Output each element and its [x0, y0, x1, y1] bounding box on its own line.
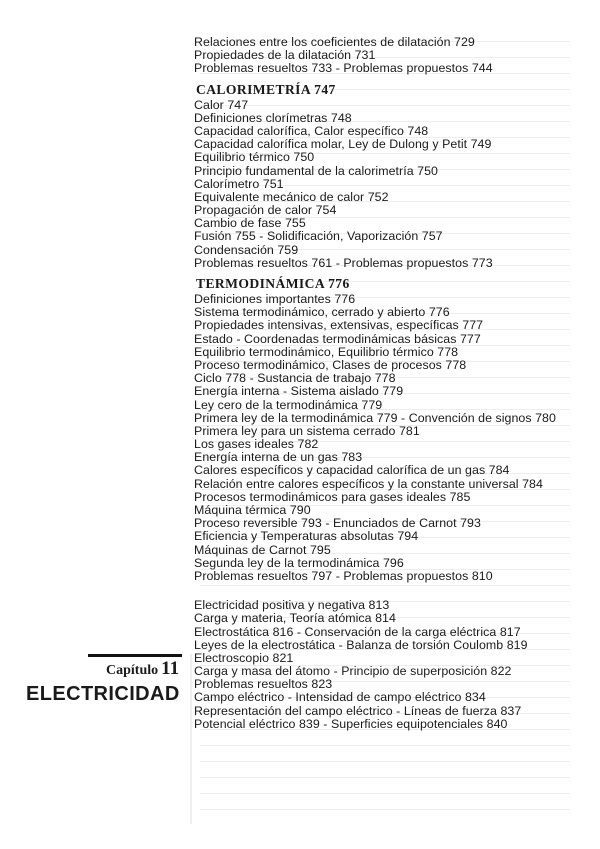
chapter-number: 11 — [161, 658, 180, 679]
toc-entry: Ciclo 778 - Sustancia de trabajo 778 — [194, 371, 396, 386]
toc-entry: Propiedades de la dilatación 731 — [194, 48, 376, 63]
toc-entry: Principio fundamental de la calorimetría 750 — [194, 163, 438, 178]
table-of-contents — [194, 36, 594, 731]
chapter-title: ELECTRICIDAD — [26, 683, 180, 705]
toc-entry: Proceso termodinámico, Clases de procesos 778 — [194, 357, 467, 372]
toc-entry: Condensación 759 — [194, 242, 299, 257]
toc-entry: Máquina térmica 790 — [194, 503, 311, 517]
toc-entry: Campo eléctrico - Intensidad de campo eléctrico 834 — [194, 690, 486, 705]
toc-entry: Segunda ley de la termodinámica 796 — [194, 555, 404, 570]
toc-entry: Problemas resueltos 761 - Problemas propuestos 773 — [194, 255, 493, 270]
toc-entry: Relación entre calores específicos y la constante universal 784 — [194, 476, 543, 491]
toc-entry: Energía interna de un gas 783 — [194, 450, 363, 465]
section-heading: TERMODINÁMICA 776 — [196, 276, 350, 291]
toc-entry: Capacidad calorífica, Calor específico 748 — [194, 123, 429, 138]
chapter-label — [106, 658, 179, 680]
toc-entry: Fusión 755 - Solidificación, Vaporización 757 — [194, 229, 443, 244]
toc-entry: Electricidad positiva y negativa 813 — [194, 598, 390, 613]
toc-entry: Ley cero de la termodinámica 779 — [194, 397, 383, 412]
toc-entry: Carga y materia, Teoría atómica 814 — [194, 611, 396, 626]
toc-entry: Estado - Coordenadas termodinámicas básicas 777 — [194, 331, 481, 346]
toc-entry: Máquinas de Carnot 795 — [194, 542, 331, 557]
toc-entry: Electrostática 816 - Conservación de la carga eléctrica 817 — [194, 624, 521, 639]
toc-entry: Propiedades intensivas, extensivas, específicas 777 — [194, 318, 484, 333]
toc-entry: Calor 747 — [194, 97, 249, 112]
toc-entry: Cambio de fase 755 — [194, 216, 306, 231]
toc-entry: Procesos termodinámicos para gases ideales 785 — [194, 489, 471, 504]
toc-entry: Equilibrio térmico 750 — [194, 150, 315, 165]
toc-entry: Representación del campo eléctrico - Líneas de fuerza 837 — [194, 703, 522, 718]
toc-entry: Electroscopio 821 — [194, 650, 294, 665]
chapter-rule — [88, 654, 182, 657]
toc-entry: Los gases ideales 782 — [194, 437, 319, 452]
toc-entry: Problemas resueltos 733 - Problemas propuestos 744 — [194, 61, 493, 76]
toc-entry: Calores específicos y capacidad calorífica de un gas 784 — [194, 463, 510, 478]
toc-entry: Equivalente mecánico de calor 752 — [194, 189, 389, 204]
toc-entry: Eficiencia y Temperaturas absolutas 794 — [194, 529, 419, 544]
toc-entry: Primera ley de la termodinámica 779 - Convención de signos 780 — [194, 410, 556, 425]
toc-entry: Sistema termodinámico, cerrado y abierto 776 — [194, 305, 450, 320]
section-heading: CALORIMETRÍA 747 — [196, 81, 336, 97]
toc-entry: Equilibrio termodinámico, Equilibrio térmico 778 — [194, 344, 459, 359]
toc-entry: Potencial eléctrico 839 - Superficies equipotenciales 840 — [194, 716, 508, 731]
toc-entry: Proceso reversible 793 - Enunciados de Carnot 793 — [194, 516, 481, 531]
toc-entry: Carga y masa del átomo - Principio de superposición 822 — [194, 664, 512, 679]
toc-entry: Propagación de calor 754 — [194, 203, 337, 218]
spacer — [194, 583, 594, 599]
margin-strip — [190, 654, 192, 824]
toc-entry: Problemas resueltos 823 — [194, 677, 333, 692]
toc-entry: Definiciones importantes 776 — [194, 292, 356, 306]
toc-entry: Energía interna - Sistema aislado 779 — [194, 384, 404, 399]
toc-entry: Leyes de la electrostática - Balanza de torsión Coulomb 819 — [194, 637, 528, 652]
toc-entry: Relaciones entre los coeficientes de dilatación 729 — [194, 35, 475, 49]
toc-entry: Problemas resueltos 797 - Problemas propuestos 810 — [194, 568, 493, 583]
toc-entry: Definiciones clorímetras 748 — [194, 110, 352, 125]
chapter-label-text: Capítulo — [106, 663, 159, 678]
toc-entry: Capacidad calorífica molar, Ley de Dulong y Petit 749 — [194, 137, 492, 152]
toc-entry: Calorímetro 751 — [194, 176, 284, 191]
toc-entry: Primera ley para un sistema cerrado 781 — [194, 423, 420, 438]
